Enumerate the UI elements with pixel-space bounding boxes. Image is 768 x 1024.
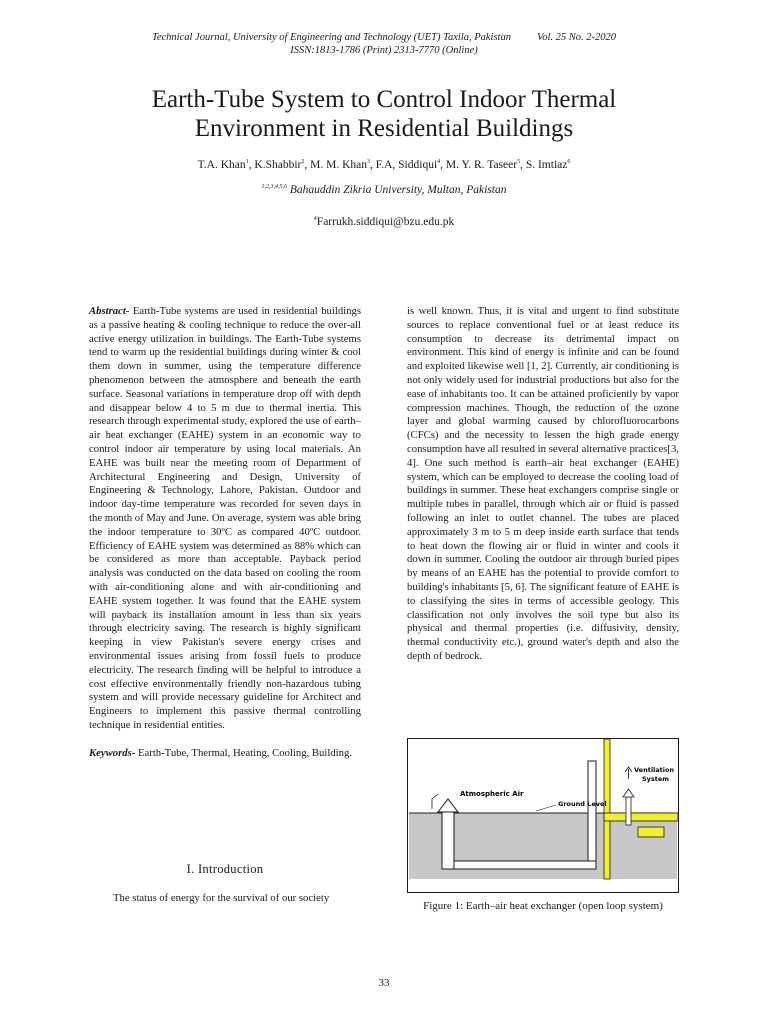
author-sup: 1 — [245, 159, 249, 165]
title-line-2: Environment in Residential Buildings — [194, 115, 574, 142]
figure-caption: Figure 1: Earth–air heat exchanger (open loop system) — [423, 900, 663, 912]
label-ground-level: Ground Level — [558, 800, 607, 808]
author-sup: 2 — [301, 159, 305, 165]
label-system: System — [642, 775, 670, 783]
building-wall — [638, 827, 664, 837]
abstract-text: Earth-Tube systems are used in residential buildings as a passive heating & cooling technique to reduce the over-all active energy utilization in buildings. The Earth-Tube systems tend to warm up the residential buildings during winter & cool them down in summer, using the temperature difference phenomenon between the atmosphere and beneath the earth surface. Seasonal variations in temperature drop off with depth and disappear below 4 to 5 m due to thermal inertia. This research through experimental study, explored the use of earth–air heat exchanger (EAHE) system in an economic way to control indoor air temperature by using local materials. An EAHE was built near the meeting room of Department of Architectural Engineering and Design, University of Engineering & Technology, Lahore, Pakistan. Outdoor and indoor day-time temperature was recorded for seven days in the month of May and June. On average, system was able bring the indoor temperature to 30ºC as compared 40ºC outdoor. Efficiency of EAHE system was determined as 88% which can be considered as more than acceptable. Payback period analysis was conducted on the data based on cooling the room with air-conditioning alone and with air-conditioning and EAHE system together. It was found that the EAHE system will payback its installation amount in less than six years through electricity saving. The research is highly significant keeping in view Pakistan's severe energy crises and environmental issues arising from fossil fuels to produce electricity. The research finding will be helpful to introduce a cost effective environmentally friendly non-hazardous tubing system and will provide necessary guideline for Architect and Engineers to implement this passive thermal controlling technique in residential entities. — [89, 305, 361, 731]
left-column — [89, 305, 361, 761]
email-sup: 4 — [313, 216, 317, 223]
label-ventilation: Ventilation — [634, 766, 675, 774]
outlet-pipe — [588, 761, 596, 861]
label-atmospheric-air: Atmospheric Air — [460, 790, 524, 798]
journal-volume: Vol. 25 No. 2-2020 — [536, 32, 617, 43]
page-number: 33 — [378, 977, 390, 989]
inlet-pipe — [442, 812, 454, 869]
author-name: K.Shabbir — [254, 158, 302, 171]
author-name: M. Y. R. Taseer — [445, 158, 518, 171]
building-column — [604, 739, 610, 879]
building-floor — [604, 813, 678, 821]
title-line-1: Earth-Tube System to Control Indoor Thermal — [151, 86, 617, 113]
affiliation-sup: 1,2,3,4,5,6 — [261, 184, 288, 191]
paper-title — [40, 85, 728, 143]
affiliation-text: Bahauddin Zikria University, Multan, Pakistan — [289, 184, 507, 196]
keywords-text: Earth-Tube, Thermal, Heating, Cooling, Building. — [135, 746, 353, 759]
vent-arrow — [625, 767, 632, 779]
section-heading: I. Introduction — [186, 862, 264, 876]
intake-arrow — [432, 794, 438, 809]
vent-pipe — [626, 797, 631, 825]
ground-leader — [536, 805, 556, 811]
author-name: M. M. Khan — [310, 158, 367, 171]
journal-header — [0, 31, 768, 57]
author-sup: 5 — [517, 159, 521, 165]
vent-cap — [623, 789, 634, 797]
email-text[interactable]: Farrukh.siddiqui@bzu.edu.pk — [316, 216, 455, 228]
author-sup: 6 — [567, 159, 571, 165]
keywords-label: Keywords- — [89, 746, 136, 759]
author-name: F.A, Siddiqui — [375, 158, 438, 171]
abstract-label: Abstract- — [89, 305, 130, 317]
journal-name: Technical Journal, University of Engineering and Technology (UET) Taxila, Pakistan — [151, 32, 511, 43]
right-column: is well known. Thus, it is vital and urgent to find substitute sources to replace conventional fuel or at least reduce its consumption to decrease its detrimental impact on environment. This kind of energy is infinite and can be found and exploited likewise well [1, 2]. Currently, air conditioning is not only widely used for industrial productions but also for the ease of inhabitants too. It can be attained proficiently by vapor compression machines. Though, the reduction of the ozone layer and global warming caused by chlorofluorocarbons (CFCs) and the necessity to lessen the high grade energy consumption have all resulted in several alternative practices[3, 4]. One such method is earth–air heat exchanger (EAHE) system, which can be employed to decrease the cooling load of buildings in summer. These heat exchangers comprise single or multiple tubes in parallel, through which air or fluid is passed following an inlet to outlet channel. The tubes are placed approximately 3 m to 5 m deep inside earth surface that tends to heat down the flowing air or fluid in winter and cools it down in summer. Cooling the outdoor air through buried pipes by means of an EAHE has the potential to provide comfort to building's inhabitants [5, 6]. The significant feature of EAHE is to classifying the sites in terms of accessible geology. This classification not only involves the soil type but also its physical and thermal properties (i.e. diffusivity, density, thermal conductivity etc.), ground water's depth and also the depth of bedrock. — [407, 305, 679, 662]
author-sup: 3 — [367, 159, 370, 165]
author-list: T.A. Khan$^1$, K.Shabbir$^2$, M. M. Khan$^3$, F.A, Siddiqui$^4$, M. Y. R. Taseer$^5$, S. Imtiaz$^6$ — [197, 158, 571, 171]
author-name: S. Imtiaz — [525, 158, 568, 171]
abstract — [89, 305, 361, 733]
figure-eahe-diagram — [407, 738, 679, 893]
intro-paragraph: The status of energy for the survival of our society — [113, 892, 330, 904]
buried-pipe — [454, 861, 596, 869]
contact-email[interactable] — [0, 216, 768, 228]
eahe-diagram-svg — [408, 739, 678, 892]
inlet-cap — [438, 799, 458, 812]
affiliation — [0, 184, 768, 196]
journal-issn: ISSN:1813-1786 (Print) 2313-7770 (Online) — [290, 45, 478, 56]
author-sup: 4 — [437, 159, 441, 165]
author-name: T.A. Khan — [197, 158, 246, 171]
keywords — [89, 747, 361, 761]
